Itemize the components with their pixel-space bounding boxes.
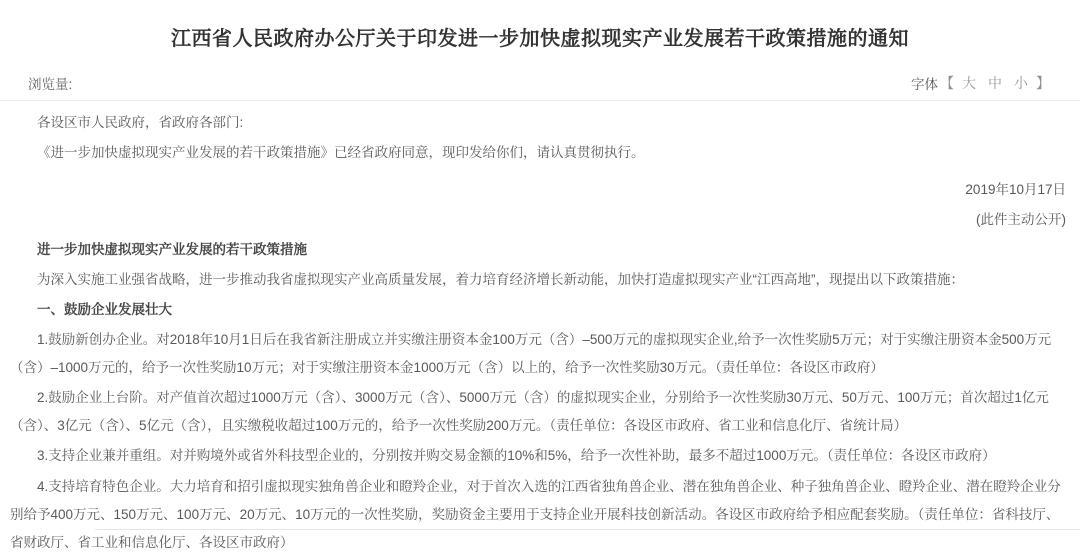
page-title: 江西省人民政府办公厅关于印发进一步加快虚拟现实产业发展若干政策措施的通知 — [171, 28, 909, 51]
policy-item-3: 3.支持企业兼并重组。对并购境外或省外科技型企业的，分别按并购交易金额的10%和5%，给予一次性补助，最多不超过1000万元。（责任单位：各设区市政府） — [37, 447, 996, 463]
font-size-medium-button[interactable]: 中 — [988, 75, 1002, 92]
issue-date: 2019年10月17日 — [965, 181, 1066, 197]
section-1-title: 一、鼓励企业发展壮大 — [37, 301, 172, 317]
policy-item-4: 4.支持培育特色企业。大力培育和招引虚拟现实独角兽企业和瞪羚企业，对于首次入选的江西省独角兽企业、潜在独角兽企业、种子独角兽企业、瞪羚企业、潜在瞪羚企业分别给予400万元、150万元、100万元、20万元、10万元的一次性奖励，奖励资金主要用于支持企业开展科技创新活动。各设区市政府给予相应配套奖励。（责任单位：省科技厅、省财政厅、省工业和信息化厅、各设区市政府） — [10, 478, 1061, 550]
meta-bar — [0, 67, 1080, 101]
bracket-open: 【 — [940, 75, 954, 92]
font-size-small-button[interactable]: 小 — [1014, 75, 1028, 92]
views-count-label: 浏览量: — [28, 77, 73, 93]
font-size-large-button[interactable]: 大 — [962, 75, 976, 92]
bottom-divider — [95, 529, 1080, 530]
disclosure-note: (此件主动公开) — [976, 211, 1066, 227]
document-body — [0, 101, 1080, 557]
policy-item-2: 2.鼓励企业上台阶。对产值首次超过1000万元（含）、3000万元（含）、5000万元（含）的虚拟现实企业，分别给予一次性奖励30万元、50万元、100万元；首次超过1亿元（含）、3亿元（含）、5亿元（含），且实缴税收超过100万元的，给予一次性奖励200万元。（责任单位：各设区市政府、省工业和信息化厅、省统计局） — [10, 389, 1049, 433]
attachment-heading: 进一步加快虚拟现实产业发展的若干政策措施 — [37, 241, 307, 257]
font-size-control — [911, 73, 1052, 93]
letter-body: 《进一步加快虚拟现实产业发展的若干政策措施》已经省政府同意，现印发给你们，请认真贯彻执行。 — [37, 144, 645, 160]
salutation: 各设区市人民政府，省政府各部门: — [37, 114, 244, 130]
policy-item-1: 1.鼓励新创办企业。对2018年10月1日后在我省新注册成立并实缴注册资本金100万元（含）–500万元的虚拟现实企业,给予一次性奖励5万元；对于实缴注册资本金500万元（含）–1000万元的，给予一次性奖励10万元；对于实缴注册资本金1000万元（含）以上的，给予一次性奖励30万元。（责任单位：各设区市政府） — [10, 331, 1052, 375]
font-size-label: 字体 — [911, 77, 938, 93]
bracket-close: 】 — [1036, 75, 1050, 92]
intro-paragraph: 为深入实施工业强省战略，进一步推动我省虚拟现实产业高质量发展，着力培育经济增长新动能，加快打造虚拟现实产业“江西高地”，现提出以下政策措施： — [37, 271, 964, 287]
